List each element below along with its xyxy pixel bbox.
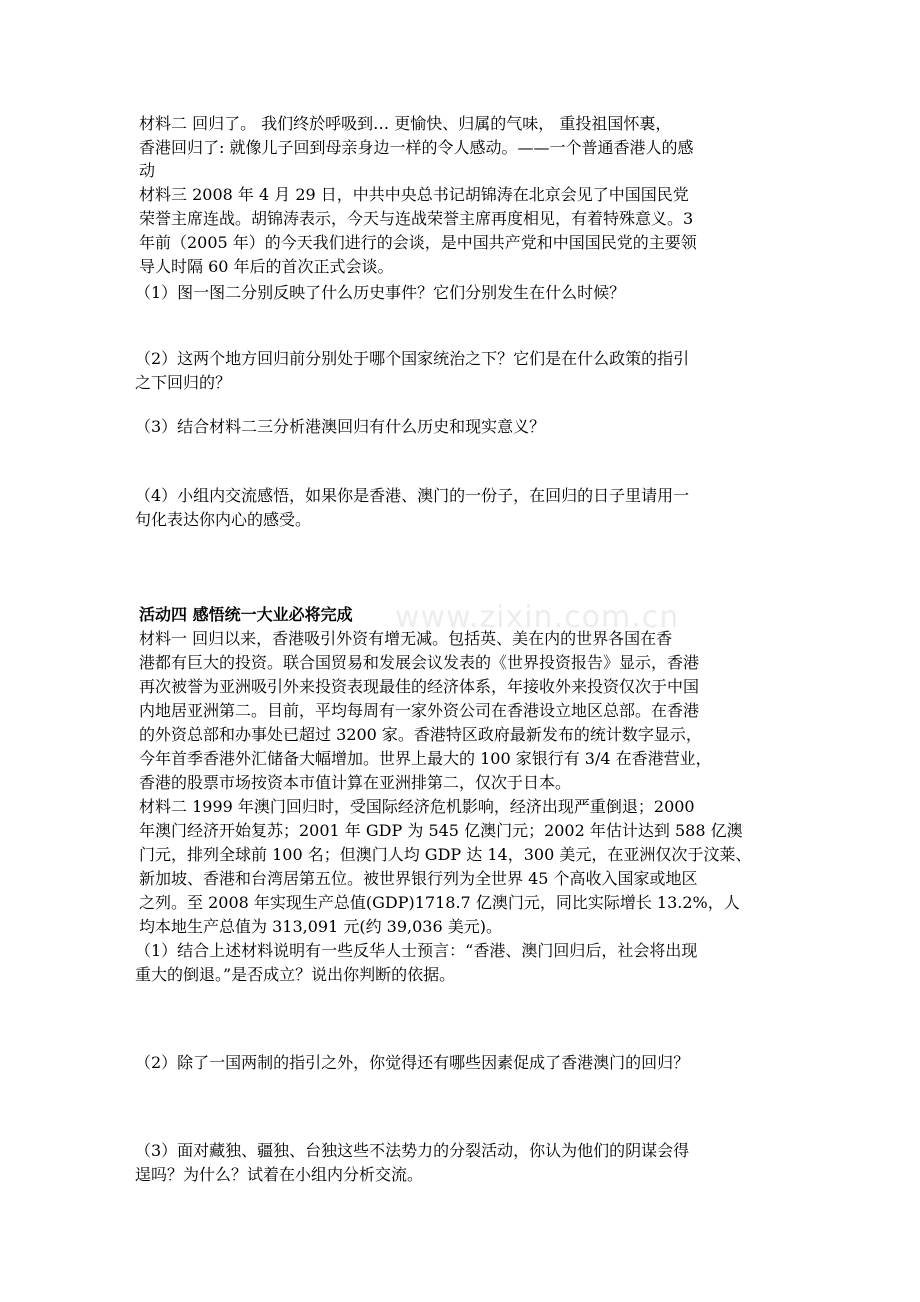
material3-line-3: 年前（2005 年）的今天我们进行的会谈，是中国共产党和中国国民党的主要领 xyxy=(139,233,697,252)
a4-material2-line-3: 门元，排列全球前 100 名；但澳门人均 GDP 达 14，300 美元，在亚洲仅次于汶莱、 xyxy=(139,845,752,864)
question-1: （1）图一图二分别反映了什么历史事件？它们分别发生在什么时候？ xyxy=(135,283,626,302)
material3-line-4: 导人时隔 60 年后的首次正式会谈。 xyxy=(139,257,394,276)
a4-material2-line-5: 之列。至 2008 年实现生产总值(GDP)1718.7 亿澳门元，同比实际增长 13.2%，人 xyxy=(139,893,740,912)
a4-material1-line-4: 内地居亚洲第二。目前，平均每周有一家外资公司在香港设立地区总部。在香港 xyxy=(139,701,700,720)
a4-question-3-line-1: （3）面对藏独、疆独、台独这些不法势力的分裂活动，你认为他们的阴谋会得 xyxy=(135,1141,690,1160)
material2-line-3: 动 xyxy=(139,161,156,180)
material3-line-1: 材料三 2008 年 4 月 29 日，中共中央总书记胡锦涛在北京会见了中国国民党 xyxy=(139,185,689,204)
question-4-line-1: （4）小组内交流感悟，如果你是香港、澳门的一份子，在回归的日子里请用一 xyxy=(135,486,690,505)
a4-material1-line-7: 香港的股票市场按资本市值计算在亚洲排第二，仅次于日本。 xyxy=(139,773,572,792)
a4-material2-line-1: 材料二 1999 年澳门回归时，受国际经济危机影响，经济出现严重倒退；2000 xyxy=(139,797,695,816)
watermark: www.zixin.com.cn xyxy=(395,600,680,635)
material2-line-2: 香港回归了: 就像儿子回到母亲身边一样的令人感动。——一个普通香港人的感 xyxy=(139,138,694,157)
question-3: （3）结合材料二三分析港澳回归有什么历史和现实意义？ xyxy=(135,417,546,436)
a4-question-1-line-1: （1）结合上述材料说明有一些反华人士预言：“香港、澳门回归后，社会将出现 xyxy=(135,941,698,960)
a4-material2-line-4: 新加坡、香港和台湾居第五位。被世界银行列为全世界 45 个高收入国家或地区 xyxy=(139,869,698,888)
activity4-heading: 活动四 感悟统一大业必将完成 xyxy=(139,605,353,624)
question-4-line-2: 句化表达你内心的感受。 xyxy=(135,510,312,529)
a4-question-1-line-2: 重大的倒退。”是否成立？说出你判断的依据。 xyxy=(135,965,456,984)
material2-line-1: 材料二 回归了。 我们终於呼吸到… 更愉快、归属的气味， 重投祖国怀裏， xyxy=(139,114,672,133)
a4-material2-line-6: 均本地生产总值为 313,091 元(约 39,036 美元)。 xyxy=(139,917,502,936)
a4-material2-line-2: 年澳门经济开始复苏；2001 年 GDP 为 545 亿澳门元；2002 年估计达到 588 亿澳 xyxy=(139,821,743,840)
question-2-line-2: 之下回归的？ xyxy=(135,373,232,392)
a4-material1-line-2: 港都有巨大的投资。联合国贸易和发展会议发表的《世界投资报告》显示，香港 xyxy=(139,653,700,672)
a4-material1-line-5: 的外资总部和办事处已超过 3200 家。香港特区政府最新发布的统计数字显示， xyxy=(139,725,702,744)
a4-question-3-line-2: 逞吗？为什么？试着在小组内分析交流。 xyxy=(135,1165,424,1184)
question-2-line-1: （2）这两个地方回归前分别处于哪个国家统治之下？它们是在什么政策的指引 xyxy=(135,349,690,368)
material3-line-2: 荣誉主席连战。胡锦涛表示，今天与连战荣誉主席再度相见，有着特殊意义。3 xyxy=(139,209,694,228)
a4-material1-line-1: 材料一 回归以来，香港吸引外资有增无减。包括英、美在内的世界各国在香 xyxy=(139,629,673,648)
a4-question-2: （2）除了一国两制的指引之外，你觉得还有哪些因素促成了香港澳门的回归？ xyxy=(135,1053,690,1072)
a4-material1-line-3: 再次被誉为亚洲吸引外来投资表现最佳的经济体系，年接收外来投资仅次于中国 xyxy=(139,677,700,696)
a4-material1-line-6: 今年首季香港外汇储备大幅增加。世界上最大的 100 家银行有 3/4 在香港营业， xyxy=(139,749,712,768)
